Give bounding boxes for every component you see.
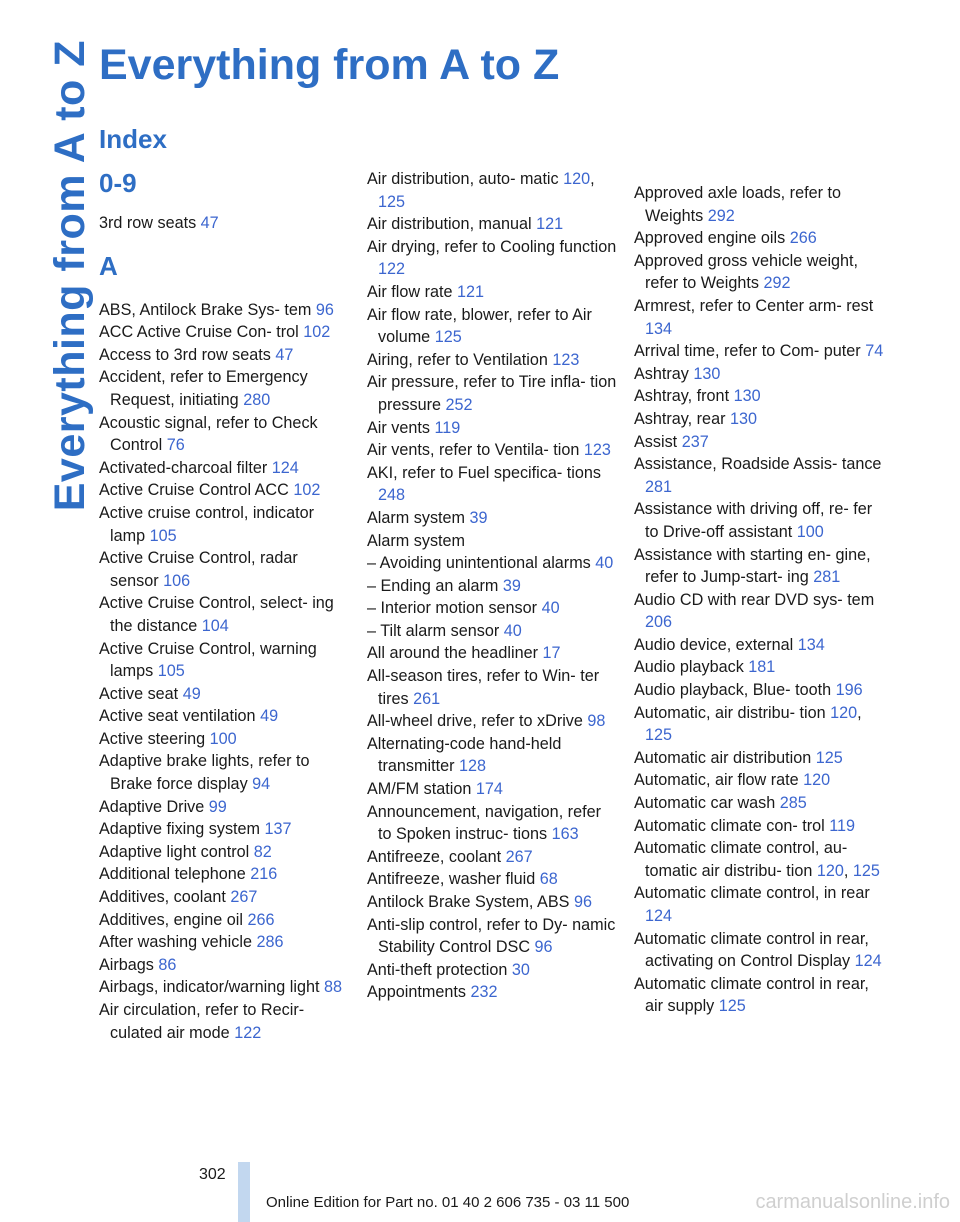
index-entry-text: Active Cruise Control ACC — [99, 481, 289, 500]
index-entry-text: Alternating-code hand-held transmitter — [367, 734, 562, 776]
index-entry — [99, 502, 349, 547]
page-ref-link[interactable]: 292 — [763, 274, 791, 293]
index-entry — [367, 846, 617, 869]
page-ref-link[interactable]: 206 — [645, 613, 673, 632]
page-ref-link[interactable]: 267 — [230, 888, 258, 907]
index-entry-text: ACC Active Cruise Con- trol — [99, 323, 299, 342]
index-entry-text: Additives, coolant — [99, 888, 226, 907]
index-entry-text: Active steering — [99, 729, 206, 748]
index-entry-text: Automatic climate control, in rear — [634, 884, 870, 903]
index-entry — [99, 909, 349, 932]
index-entry-text: Automatic car wash — [634, 794, 776, 813]
index-entry — [634, 498, 884, 543]
page-ref-link[interactable]: 94 — [252, 775, 271, 794]
index-entry-text: All-season tires, refer to Win- ter tires — [367, 667, 600, 708]
index-entry — [99, 705, 349, 728]
page-ref-link[interactable]: 99 — [208, 797, 227, 816]
index-entry-text: Air flow rate, blower, refer to Air volume — [367, 305, 592, 347]
page-ref-link[interactable]: 105 — [157, 662, 185, 681]
index-entry — [367, 801, 617, 846]
index-entry-text: Automatic climate con- trol — [634, 816, 825, 835]
page-ref-link[interactable]: 76 — [166, 436, 185, 455]
index-column-3 — [634, 168, 884, 1018]
index-entry — [634, 431, 884, 454]
index-entry-text: Automatic climate control in rear, air supply — [634, 974, 869, 1016]
index-entry-text: All-wheel drive, refer to xDrive — [367, 712, 583, 731]
index-entry-text: Assistance, Roadside Assis- tance — [634, 455, 882, 474]
page-ref-link[interactable]: 122 — [378, 260, 406, 279]
page-ref-link[interactable]: 122 — [234, 1023, 262, 1042]
page-ref-link[interactable]: 181 — [748, 658, 776, 677]
page-ref-link[interactable]: 119 — [829, 816, 856, 835]
page-ref-link[interactable]: 30 — [511, 960, 530, 979]
page-ref-link[interactable]: 119 — [434, 418, 461, 437]
footer-edition-text: Online Edition for Part no. 01 40 2 606 735 - 03 11 500 — [266, 1194, 630, 1211]
index-entry-text: Antifreeze, coolant — [367, 847, 502, 866]
index-entry-text: – Interior motion sensor — [367, 599, 538, 618]
index-entry-text: Adaptive Drive — [99, 797, 205, 816]
page-ref-link[interactable]: 96 — [315, 300, 334, 319]
index-entry-text: Airbags, indicator/warning light — [99, 978, 320, 997]
index-entry — [99, 841, 349, 864]
index-entry: Automatic climate control, au- tomatic air distribu- tion 120, 125 — [634, 839, 880, 880]
index-entry — [367, 665, 617, 710]
index-column-1 — [99, 168, 349, 1044]
page-ref-link[interactable]: 124 — [854, 952, 882, 971]
index-entry — [634, 363, 884, 386]
page-ref-link[interactable]: 102 — [293, 481, 321, 500]
page-ref-link[interactable]: 120 — [563, 170, 591, 188]
index-entry-text: Automatic air distribution — [634, 748, 812, 767]
page-ref-link[interactable]: 121 — [536, 215, 564, 234]
page-ref-link[interactable]: 285 — [779, 794, 807, 813]
index-entry-text: Active Cruise Control, select- ing the distance — [99, 594, 334, 635]
page-ref-link[interactable]: 40 — [541, 599, 560, 618]
page-ref-link[interactable]: 49 — [260, 707, 279, 726]
page-ref-link[interactable]: 47 — [275, 345, 294, 364]
index-entry: Air distribution, auto- matic 120, 125 — [367, 170, 595, 211]
index-entry-text: Antilock Brake System, ABS — [367, 893, 570, 911]
index-entry-text: Activated-charcoal filter — [99, 458, 268, 477]
index-entry-text: Acoustic signal, refer to Check Control — [99, 413, 318, 455]
index-entry — [634, 769, 884, 792]
index-entry — [634, 385, 884, 408]
page-ref-link[interactable]: 125 — [815, 748, 843, 767]
page-ref-link[interactable]: 252 — [445, 395, 473, 414]
index-entry — [367, 213, 617, 236]
page-ref-link[interactable]: 216 — [250, 865, 278, 884]
index-entry-text: Assistance with driving off, re- fer to Drive-off assistant — [634, 500, 873, 541]
index-heading: Index — [99, 124, 167, 154]
index-entry — [99, 750, 349, 795]
page-ref-link[interactable]: 123 — [583, 441, 611, 460]
index-entry-text: Adaptive brake lights, refer to Brake force display — [99, 752, 310, 794]
index-entry — [367, 981, 617, 1004]
index-entry-text: Anti-theft protection — [367, 960, 508, 979]
index-entry-text: Appointments — [367, 983, 466, 1002]
index-entry-text: Ashtray, front — [634, 387, 730, 406]
index-entry — [99, 457, 349, 480]
index-entry — [634, 747, 884, 770]
index-entry — [99, 931, 349, 954]
index-entry-text: ABS, Antilock Brake Sys- tem — [99, 300, 312, 319]
page-ref-link[interactable]: 248 — [378, 486, 406, 505]
page-ref-link[interactable]: 266 — [247, 910, 275, 929]
index-entry-text: Accident, refer to Emergency Request, initiating — [99, 368, 308, 409]
page-ref-link[interactable]: 74 — [865, 342, 884, 361]
page-ref-link[interactable]: 40 — [503, 621, 522, 640]
index-entry — [634, 250, 884, 295]
page-ref-link[interactable]: 120 — [830, 703, 858, 722]
index-entry — [634, 295, 884, 340]
index-entry — [367, 710, 617, 733]
index-entry-text: Airbags — [99, 955, 154, 974]
index-entry-text: Automatic climate control in rear, activating on Control Display — [634, 929, 869, 971]
index-entry — [367, 778, 617, 801]
index-entry-text: AKI, refer to Fuel specifica- tions — [367, 463, 601, 482]
index-entry — [367, 642, 617, 665]
page-ref-link[interactable]: 86 — [158, 955, 177, 974]
index-entry — [367, 304, 617, 349]
page-ref-link[interactable]: 128 — [458, 757, 486, 776]
page-ref-link[interactable]: 125 — [718, 997, 746, 1016]
index-entry-text: Adaptive light control — [99, 842, 250, 861]
page-ref-link[interactable]: 100 — [209, 729, 237, 748]
page-ref-link[interactable]: 123 — [552, 350, 580, 369]
index-entry-text: Approved engine oils — [634, 229, 786, 248]
index-entry — [634, 679, 884, 702]
page-ref-link[interactable]: 104 — [201, 616, 229, 635]
index-entry-text: Anti-slip control, refer to Dy- namic Stability Control DSC — [367, 915, 616, 957]
index-entry — [634, 408, 884, 431]
page-ref-link[interactable]: 100 — [796, 522, 824, 541]
index-entry-text: Automatic, air flow rate — [634, 771, 799, 790]
index-entry-text: Adaptive fixing system — [99, 820, 261, 839]
index-entry-text: Active Cruise Control, radar sensor — [99, 549, 298, 590]
page-ref-link[interactable]: 232 — [470, 983, 498, 1002]
index-entry — [634, 182, 884, 227]
index-entry-text: Alarm system — [367, 508, 466, 527]
index-entry-text: – Avoiding unintentional alarms — [367, 554, 591, 573]
page-ref-link[interactable]: 281 — [645, 477, 673, 496]
index-entry-text: Additives, engine oil — [99, 910, 243, 929]
index-entry — [367, 552, 617, 575]
index-entry — [99, 412, 349, 457]
index-entry — [99, 638, 349, 683]
page-ref-link[interactable]: 82 — [253, 842, 272, 861]
index-entry — [99, 212, 349, 235]
index-entry-text: Active cruise control, indicator lamp — [99, 503, 315, 545]
index-entry-text: Access to 3rd row seats — [99, 345, 271, 364]
index-entry-text: After washing vehicle — [99, 933, 252, 952]
index-entry-text: Approved axle loads, refer to Weights — [634, 184, 841, 225]
index-entry-text: Announcement, navigation, refer to Spoken instruc- tions — [367, 802, 601, 844]
page-ref-link[interactable]: 174 — [475, 780, 503, 799]
index-entry — [367, 868, 617, 891]
page-ref-link[interactable]: 105 — [149, 526, 177, 545]
index-entry — [99, 728, 349, 751]
index-entry-text: Antifreeze, washer fluid — [367, 870, 536, 889]
index-entry — [634, 792, 884, 815]
index-entry — [367, 236, 617, 281]
index-entry — [99, 976, 349, 999]
page-ref-link[interactable]: 130 — [729, 409, 757, 428]
page-ref-link[interactable]: 96 — [573, 893, 592, 911]
index-entry — [367, 371, 617, 416]
page-ref-link[interactable]: 125 — [852, 861, 880, 880]
index-entry-text: – Ending an alarm — [367, 576, 499, 595]
index-entry — [367, 733, 617, 778]
page-ref-link[interactable]: 124 — [645, 907, 673, 925]
index-entry — [367, 417, 617, 440]
index-entry-text: Armrest, refer to Center arm- rest — [634, 296, 874, 315]
index-entry — [367, 597, 617, 620]
page-title: Everything from A to Z — [99, 41, 560, 89]
index-entry — [634, 973, 884, 1018]
page-ref-link[interactable]: 120 — [803, 771, 831, 790]
index-entry — [367, 507, 617, 530]
index-entry — [99, 999, 349, 1044]
index-entry — [367, 891, 617, 914]
index-entry — [367, 462, 617, 507]
index-entry — [99, 954, 349, 977]
page-ref-link[interactable]: 88 — [323, 978, 342, 997]
index-entry — [99, 344, 349, 367]
index-entry-text: Automatic, air distribu- tion — [634, 703, 826, 722]
page-ref-link[interactable]: 286 — [256, 933, 284, 952]
footer-bar — [238, 1162, 250, 1222]
page-ref-link[interactable]: 134 — [645, 319, 673, 338]
page-ref-link[interactable]: 280 — [243, 390, 271, 409]
index-entry — [367, 914, 617, 959]
index-entry-text: Active Cruise Control, warning lamps — [99, 639, 317, 681]
index-entry — [634, 634, 884, 657]
index-entry — [367, 530, 617, 553]
page-ref-link[interactable]: 267 — [505, 847, 533, 866]
index-entry-text: Audio playback — [634, 658, 744, 677]
index-entry — [634, 589, 884, 634]
index-entry-text: Automatic climate control, au- tomatic air distribu- tion — [634, 839, 848, 880]
index-entry — [99, 592, 349, 637]
index-entry — [367, 959, 617, 982]
index-entry-text: Active seat ventilation — [99, 707, 256, 726]
page-ref-link[interactable]: 40 — [595, 554, 614, 573]
index-entry-text: 3rd row seats — [99, 214, 197, 232]
index-entry-text: – Tilt alarm sensor — [367, 621, 500, 640]
side-title-tab — [0, 0, 94, 512]
page-ref-link[interactable]: 124 — [271, 458, 299, 477]
index-entry — [367, 620, 617, 643]
index-list-a — [99, 299, 349, 1045]
page-ref-link[interactable]: 68 — [539, 870, 558, 889]
index-entry-text: Air distribution, auto- matic — [367, 170, 559, 188]
page-ref-link[interactable]: 98 — [587, 712, 606, 731]
index-entry — [367, 439, 617, 462]
index-entry: Automatic, air distribu- tion 120, 125 — [634, 703, 862, 745]
page-ref-link[interactable]: 39 — [502, 576, 521, 595]
page-ref-link[interactable]: 121 — [456, 282, 484, 301]
index-entry — [99, 886, 349, 909]
page-ref-link[interactable]: 237 — [681, 432, 709, 451]
page-ref-link[interactable]: 39 — [469, 508, 488, 527]
index-entry — [634, 227, 884, 250]
index-entry — [634, 928, 884, 973]
index-entry-text: Air drying, refer to Cooling function — [367, 237, 617, 256]
page-ref-link[interactable]: 163 — [551, 825, 579, 844]
index-entry-text: Air circulation, refer to Recir- culated air mode — [99, 1001, 305, 1042]
page-ref-link[interactable]: 125 — [434, 328, 462, 347]
index-entry-text: Alarm system — [367, 531, 466, 550]
index-entry — [99, 818, 349, 841]
index-entry-text: Air distribution, manual — [367, 215, 532, 234]
page-ref-link[interactable]: 266 — [789, 229, 817, 248]
page-ref-link[interactable]: 134 — [797, 635, 825, 654]
index-entry-text: Arrival time, refer to Com- puter — [634, 342, 861, 361]
watermark: carmanualsonline.info — [755, 1191, 950, 1213]
side-title-text: Everything from A to Z — [46, 40, 94, 512]
index-entry-text: Ashtray, rear — [634, 409, 726, 428]
index-list-column-3 — [634, 182, 884, 1018]
index-entry — [367, 575, 617, 598]
page-ref-link[interactable]: 281 — [813, 568, 841, 587]
index-column-2 — [367, 168, 617, 1004]
page-ref-link[interactable]: 196 — [835, 681, 863, 700]
page-ref-link[interactable]: 125 — [378, 192, 406, 211]
index-entry — [99, 366, 349, 411]
page-ref-link[interactable]: 292 — [707, 206, 735, 225]
index-list-column-2 — [367, 168, 617, 1004]
section-heading-a: A — [99, 250, 118, 281]
index-entry-text: Assistance with starting en- gine, refer to Jump-start- ing — [634, 545, 871, 587]
index-list-0-9 — [99, 212, 349, 235]
index-entry — [99, 299, 349, 322]
page-ref-link[interactable]: 137 — [264, 820, 292, 839]
index-entry-text: Audio CD with rear DVD sys- tem — [634, 590, 875, 609]
index-entry — [367, 281, 617, 304]
page-ref-link[interactable]: 120 — [816, 861, 844, 880]
index-entry — [367, 349, 617, 372]
index-entry-text: Audio device, external — [634, 635, 794, 654]
index-entry — [634, 882, 884, 927]
page-ref-link[interactable]: 261 — [413, 689, 441, 708]
index-entry-text: Approved gross vehicle weight, refer to Weights — [634, 251, 859, 293]
index-entry — [99, 547, 349, 592]
index-entry-text: All around the headliner — [367, 644, 538, 663]
index-entry — [99, 321, 349, 344]
page-ref-link[interactable]: 47 — [200, 214, 219, 232]
index-entry — [634, 815, 884, 838]
index-entry-text: Audio playback, Blue- tooth — [634, 681, 832, 700]
page-number: 302 — [199, 1166, 226, 1183]
page-ref-link[interactable]: 102 — [303, 323, 331, 342]
index-entry — [634, 453, 884, 498]
page-ref-link[interactable]: 17 — [542, 644, 561, 663]
index-entry-text: Air flow rate — [367, 282, 453, 301]
page-ref-link[interactable]: 49 — [182, 684, 201, 703]
index-entry-text: Ashtray — [634, 364, 689, 383]
index-entry-text: Assist — [634, 432, 678, 451]
index-entry-text: Air vents — [367, 418, 430, 437]
section-heading-0-9: 0-9 — [99, 168, 137, 198]
index-entry — [99, 863, 349, 886]
index-entry-text: Airing, refer to Ventilation — [367, 350, 548, 369]
page-ref-link[interactable]: 130 — [693, 364, 721, 383]
index-entry — [634, 544, 884, 589]
index-entry — [99, 479, 349, 502]
index-entry — [634, 340, 884, 363]
index-entry-text: Air pressure, refer to Tire infla- tion pressure — [367, 373, 617, 414]
index-entry-text: Additional telephone — [99, 865, 246, 884]
page-ref-link[interactable]: 106 — [163, 571, 191, 590]
index-entry — [634, 656, 884, 679]
index-entry — [99, 796, 349, 819]
page-ref-link[interactable]: 130 — [733, 387, 761, 406]
index-entry — [99, 683, 349, 706]
index-entry-text: Air vents, refer to Ventila- tion — [367, 441, 580, 460]
page-ref-link[interactable]: 125 — [645, 726, 673, 745]
index-entry-text: AM/FM station — [367, 780, 472, 799]
index-entry-text: Active seat — [99, 684, 179, 703]
page-ref-link[interactable]: 96 — [534, 938, 553, 957]
